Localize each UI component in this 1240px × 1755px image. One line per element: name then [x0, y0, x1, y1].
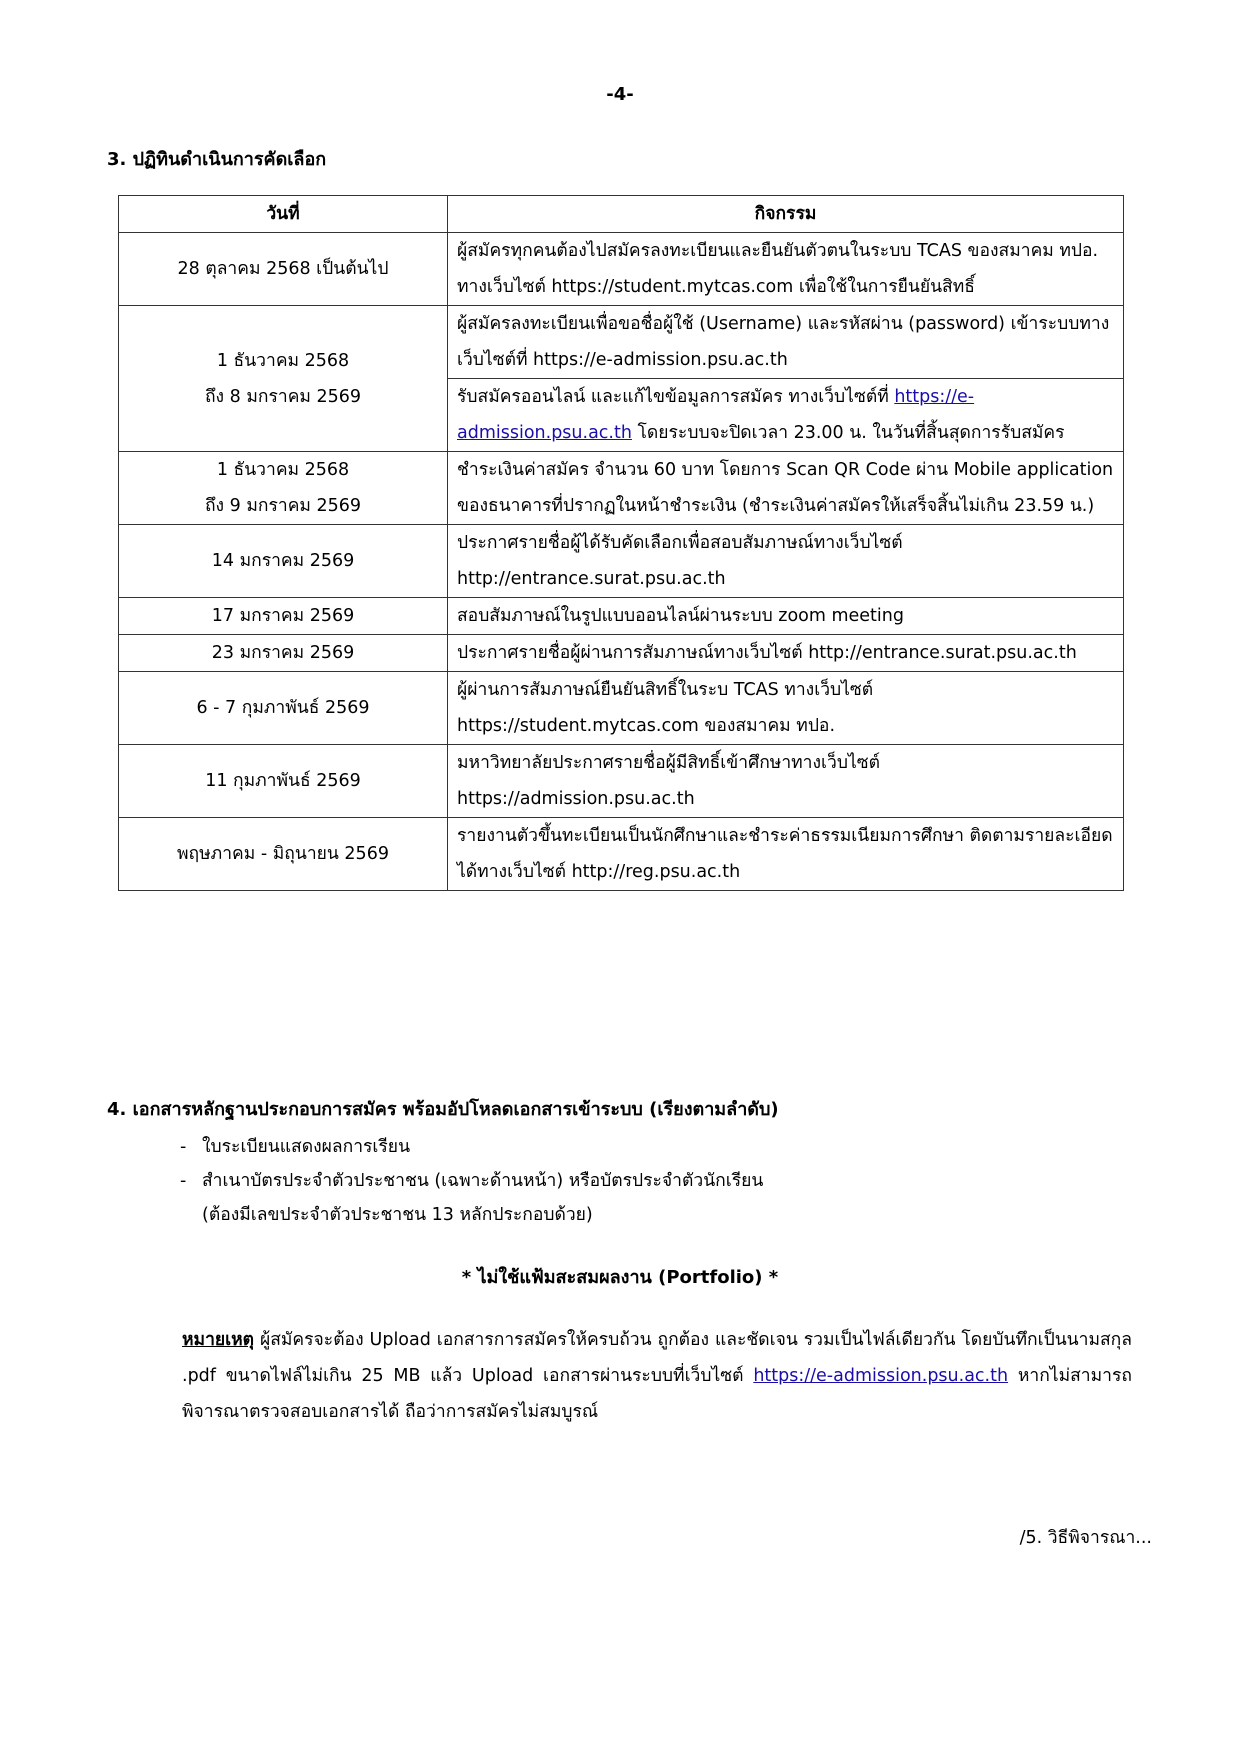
- date-cell: [119, 452, 448, 525]
- header-activity: กิจกรรม: [448, 196, 1124, 233]
- date-cell: [119, 818, 448, 891]
- list-item: [180, 1164, 763, 1232]
- continuation-note: /5. วิธีพิจารณา...: [1019, 1528, 1152, 1548]
- activity-text: รายงานตัวขึ้นทะเบียนเป็นนักศึกษาและชำระค่าธรรมเนียมการศึกษา ติดตามรายละเอียดได้ทางเว็บไซต์ http://reg.psu.ac.th: [457, 826, 1113, 882]
- document-item-text: ใบระเบียนแสดงผลการเรียน: [202, 1137, 411, 1157]
- table-row: [119, 635, 1124, 672]
- activity-text: ชำระเงินค่าสมัคร จำนวน 60 บาท โดยการ Scan QR Code ผ่าน Mobile application ของธนาคารที่ปรากฏในหน้าชำระเงิน (ชำระเงินค่าสมัครให้เสร็จสิ้นไม่เกิน 23.59 น.): [457, 460, 1114, 516]
- date-cell: [119, 598, 448, 635]
- activity-text: ผู้สมัครทุกคนต้องไปสมัครลงทะเบียนและยืนยันตัวตนในระบบ TCAS ของสมาคม ทปอ. ทางเว็บไซต์ https://student.mytcas.com เพื่อใช้ในการยืนยันสิทธิ์: [457, 241, 1099, 297]
- activity-cell: [448, 745, 1124, 818]
- table-row: [119, 525, 1124, 598]
- portfolio-note: * ไม่ใช้แฟ้มสะสมผลงาน (Portfolio) *: [461, 1267, 779, 1288]
- documents-list: [180, 1130, 763, 1232]
- activity-text: โดยระบบจะปิดเวลา 23.00 น. ในวันที่สิ้นสุดการรับสมัคร: [631, 423, 1065, 443]
- table-row: [119, 672, 1124, 745]
- header-date: วันที่: [119, 196, 448, 233]
- date-line: ถึง 9 มกราคม 2569: [204, 496, 362, 516]
- table-row: [119, 818, 1124, 891]
- date-line: 6 - 7 กุมภาพันธ์ 2569: [196, 698, 370, 718]
- activity-cell: [448, 525, 1124, 598]
- date-line: 1 ธันวาคม 2568: [216, 460, 350, 480]
- activity-text: ผู้ผ่านการสัมภาษณ์ยืนยันสิทธิ์ในระบ TCAS ทางเว็บไซต์ https://student.mytcas.com ของสมาคม ทปอ.: [457, 680, 874, 736]
- activity-cell: [448, 672, 1124, 745]
- date-line: 14 มกราคม 2569: [211, 551, 355, 571]
- activity-text: ประกาศรายชื่อผู้ผ่านการสัมภาษณ์ทางเว็บไซต์ http://entrance.surat.psu.ac.th: [457, 643, 1077, 663]
- activity-cell: [448, 598, 1124, 635]
- table-header-row: [119, 196, 1124, 233]
- remark-label: หมายเหตุ: [182, 1330, 255, 1350]
- date-line: ถึง 8 มกราคม 2569: [204, 386, 362, 407]
- e-admission-link[interactable]: https://e-admission.psu.ac.th: [457, 387, 975, 443]
- bullet-dash: -: [180, 1137, 187, 1157]
- list-item: [180, 1130, 763, 1164]
- activity-cell: [448, 818, 1124, 891]
- schedule-body: [119, 233, 1124, 891]
- remark-paragraph: [182, 1322, 1132, 1430]
- table-row: [119, 233, 1124, 306]
- date-line: 23 มกราคม 2569: [211, 643, 355, 663]
- date-cell: [119, 525, 448, 598]
- date-line: พฤษภาคม - มิถุนายน 2569: [177, 844, 389, 864]
- bullet-dash: -: [180, 1171, 187, 1191]
- date-line: 28 ตุลาคม 2568 เป็นต้นไป: [177, 259, 389, 279]
- table-row: [119, 452, 1124, 525]
- date-cell: [119, 233, 448, 306]
- table-row: [119, 306, 1124, 379]
- remark-post-text: หากไม่สามารถพิจารณาตรวจสอบเอกสารได้ ถือว่าการสมัครไม่สมบูรณ์: [182, 1366, 1132, 1422]
- activity-cell: [448, 635, 1124, 672]
- activity-text: ประกาศรายชื่อผู้ได้รับคัดเลือกเพื่อสอบสัมภาษณ์ทางเว็บไซต์ http://entrance.surat.psu.ac.th: [457, 533, 903, 589]
- e-admission-link[interactable]: https://e-admission.psu.ac.th: [753, 1366, 1009, 1386]
- date-line: 1 ธันวาคม 2568: [216, 350, 350, 371]
- date-line: 11 กุมภาพันธ์ 2569: [205, 771, 361, 791]
- table-row: [119, 745, 1124, 818]
- date-line: 17 มกราคม 2569: [211, 606, 355, 626]
- activity-text: มหาวิทยาลัยประกาศรายชื่อผู้มีสิทธิ์เข้าศึกษาทางเว็บไซต์ https://admission.psu.ac.th: [457, 753, 881, 809]
- date-cell: [119, 745, 448, 818]
- activity-cell: [448, 306, 1124, 379]
- section-3-heading: 3. ปฏิทินดำเนินการคัดเลือก: [107, 149, 327, 170]
- activity-text: สอบสัมภาษณ์ในรูปแบบออนไลน์ผ่านระบบ zoom meeting: [457, 606, 904, 626]
- activity-cell: [448, 233, 1124, 306]
- document-item-subtext: (ต้องมีเลขประจำตัวประชาชน 13 หลักประกอบด้วย): [202, 1205, 593, 1225]
- table-row: [119, 598, 1124, 635]
- remark-text: ผู้สมัครจะต้อง Upload เอกสารการสมัครให้ครบถ้วน ถูกต้อง และชัดเจน รวมเป็นไฟล์เดียวกัน โดยบันทึกเป็นนามสกุล .pdf ขนาดไฟล์ไม่เกิน 25 MB แล้ว Upload เอกสารผ่านระบบที่เว็บไซต์: [182, 1330, 1132, 1386]
- date-cell: [119, 635, 448, 672]
- activity-cell: [448, 452, 1124, 525]
- document-item-text: สำเนาบัตรประจำตัวประชาชน (เฉพาะด้านหน้า) หรือบัตรประจำตัวนักเรียน: [202, 1171, 764, 1191]
- activity-text: รับสมัครออนไลน์ และแก้ไขข้อมูลการสมัคร ทางเว็บไซต์ที่: [457, 387, 895, 407]
- schedule-table: [118, 195, 1124, 891]
- date-cell: [119, 306, 448, 452]
- activity-cell: [448, 379, 1124, 452]
- page-number: -4-: [606, 84, 634, 105]
- section-4-heading: 4. เอกสารหลักฐานประกอบการสมัคร พร้อมอัปโหลดเอกสารเข้าระบบ (เรียงตามลำดับ): [107, 1099, 779, 1120]
- date-cell: [119, 672, 448, 745]
- activity-text: ผู้สมัครลงทะเบียนเพื่อขอชื่อผู้ใช้ (Username) และรหัสผ่าน (password) เข้าระบบทางเว็บไซต์ที่ https://e-admission.psu.ac.th: [457, 314, 1110, 370]
